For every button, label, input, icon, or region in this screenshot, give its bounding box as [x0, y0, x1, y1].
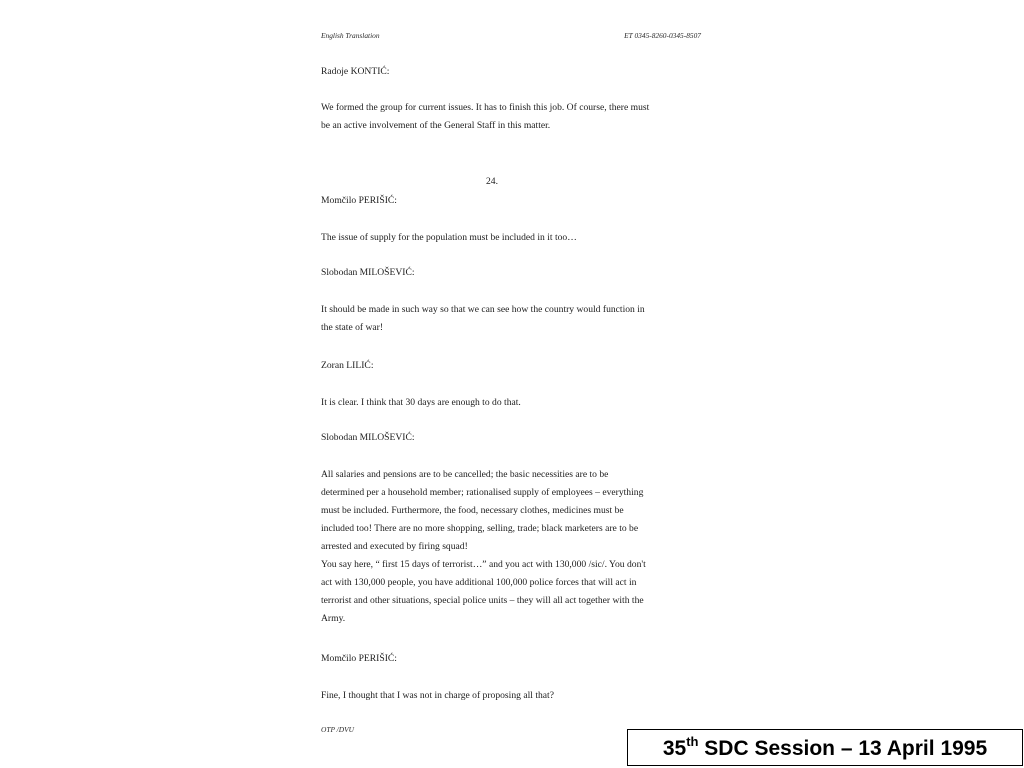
- paragraph-line: determined per a household member; rationalised supply of employees – everything: [321, 487, 644, 498]
- header-right: ET 0345-8260-0345-8507: [624, 31, 701, 40]
- paragraph-perisic-2: Fine, I thought that I was not in charge of proposing all that?: [321, 690, 554, 701]
- caption-text: SDC Session – 13 April 1995: [698, 737, 988, 760]
- speaker-milosevic-2: Slobodan MILOŠEVIĆ:: [321, 432, 415, 443]
- paragraph-milosevic-1: [321, 301, 701, 337]
- paragraph-kontic: [321, 99, 701, 135]
- paragraph-line: arrested and executed by firing squad!: [321, 541, 468, 552]
- footer-left: OTP /DVU: [321, 725, 354, 734]
- caption-ordinal-suffix: th: [686, 734, 699, 749]
- paragraph-milosevic-2: [321, 466, 701, 628]
- paragraph-line: must be included. Furthermore, the food, necessary clothes, medicines must be: [321, 505, 624, 516]
- paragraph-lilic: It is clear. I think that 30 days are enough to do that.: [321, 397, 521, 408]
- paragraph-line: be an active involvement of the General Staff in this matter.: [321, 120, 551, 131]
- paragraph-line: the state of war!: [321, 322, 384, 333]
- header-left: English Translation: [321, 31, 380, 40]
- paragraph-line: All salaries and pensions are to be cancelled; the basic necessities are to be: [321, 469, 609, 480]
- paragraph-line: terrorist and other situations, special police units – they will all act together with the: [321, 595, 644, 606]
- paragraph-line: We formed the group for current issues. It has to finish this job. Of course, there must: [321, 102, 650, 113]
- paragraph-line: It should be made in such way so that we can see how the country would function in: [321, 304, 645, 315]
- paragraph-line: You say here, “ first 15 days of terrorist…” and you act with 130,000 /sic/. You don't: [321, 559, 646, 570]
- speaker-kontic: Radoje KONTIĆ:: [321, 66, 390, 77]
- paragraph-line: act with 130,000 people, you have additional 100,000 police forces that will act in: [321, 577, 637, 588]
- page-number: 24.: [486, 176, 498, 187]
- session-caption: [627, 729, 1023, 766]
- speaker-milosevic-1: Slobodan MILOŠEVIĆ:: [321, 267, 415, 278]
- paragraph-line: included too! There are no more shopping, selling, trade; black marketers are to be: [321, 523, 639, 534]
- speaker-perisic-2: Momčilo PERIŠIĆ:: [321, 653, 397, 664]
- paragraph-perisic-1: The issue of supply for the population must be included in it too…: [321, 232, 577, 243]
- caption-number: 35: [662, 737, 687, 760]
- paragraph-line: Army.: [321, 613, 346, 624]
- speaker-lilic: Zoran LILIĆ:: [321, 360, 374, 371]
- document-page: [321, 0, 701, 768]
- speaker-perisic-1: Momčilo PERIŠIĆ:: [321, 195, 397, 206]
